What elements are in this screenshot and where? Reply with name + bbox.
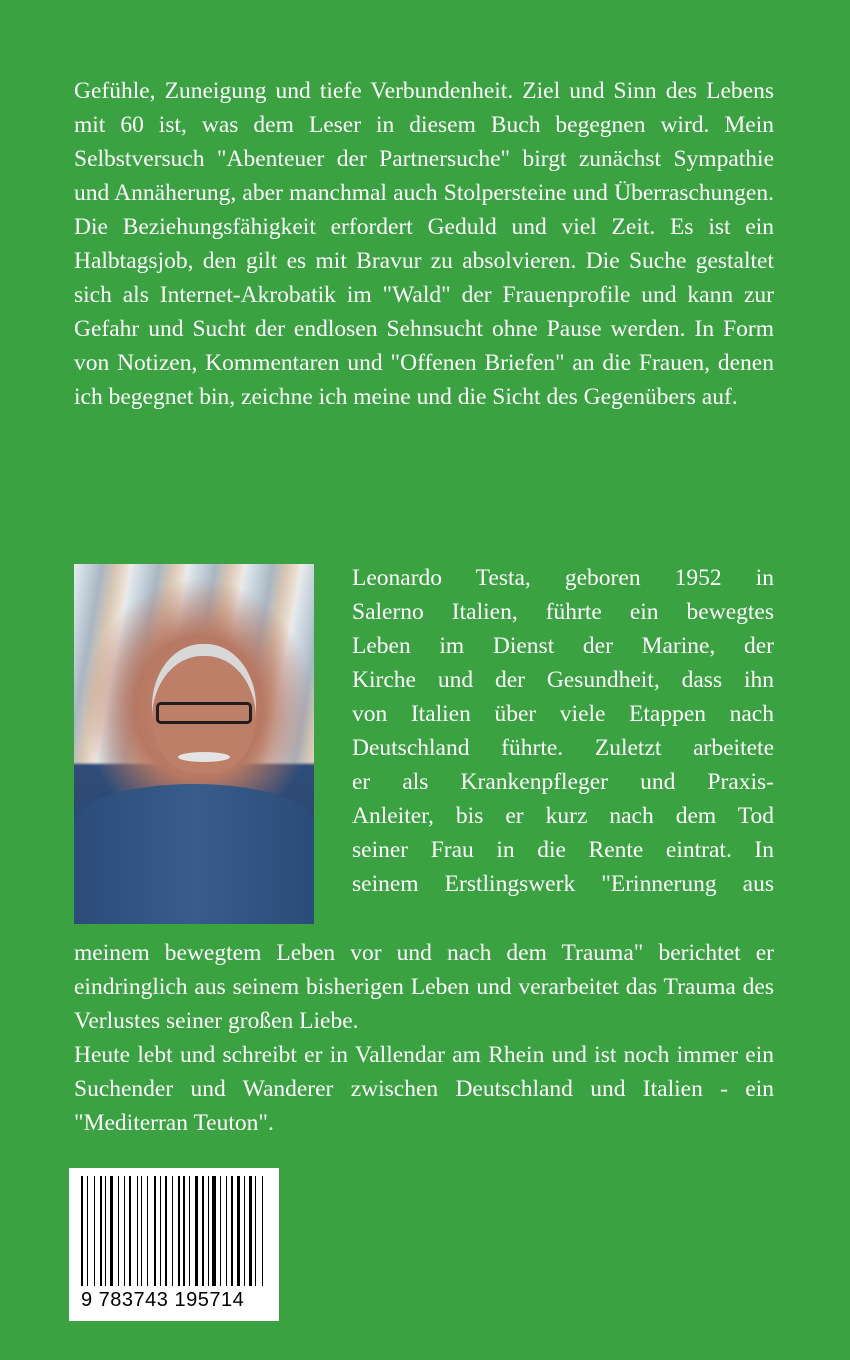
barcode-bar <box>244 1176 245 1286</box>
isbn-barcode <box>69 1168 279 1321</box>
barcode-bar <box>189 1176 190 1286</box>
barcode-bar <box>253 1176 254 1286</box>
barcode-bar <box>129 1176 131 1286</box>
barcode-bar <box>158 1176 159 1286</box>
barcode-bar <box>108 1176 109 1286</box>
barcode-bar <box>87 1176 88 1286</box>
bio-line: er als Krankenpfleger und Praxis- <box>352 769 774 795</box>
barcode-bar <box>115 1176 117 1286</box>
barcode-bar <box>223 1176 225 1286</box>
barcode-bar <box>89 1176 92 1286</box>
bio-line: Kirche und der Gesundheit, dass ihn <box>352 667 774 693</box>
photo-shirt <box>74 784 314 924</box>
barcode-bar <box>139 1176 140 1286</box>
barcode-bars <box>81 1176 267 1286</box>
barcode-bar <box>132 1176 135 1286</box>
photo-glasses <box>156 702 252 724</box>
barcode-bar <box>126 1176 127 1286</box>
barcode-bar <box>110 1176 113 1286</box>
bio-line: von Italien über viele Etappen nach <box>352 701 774 727</box>
bio-line: Anleiter, bis er kurz nach dem Tod <box>352 803 774 829</box>
barcode-bar <box>262 1176 263 1286</box>
barcode-bar <box>249 1176 251 1286</box>
barcode-bar <box>168 1176 170 1286</box>
barcode-bar <box>178 1176 179 1286</box>
barcode-bar <box>258 1176 261 1286</box>
barcode-bar <box>172 1176 173 1286</box>
barcode-bar <box>195 1176 198 1286</box>
barcode-bar <box>226 1176 227 1286</box>
barcode-digits: 9 783743 195714 <box>81 1289 245 1311</box>
barcode-bar <box>208 1176 209 1286</box>
author-bio-section <box>74 561 774 1140</box>
barcode-bar <box>144 1176 146 1286</box>
barcode-bar <box>191 1176 193 1286</box>
barcode-bar <box>199 1176 200 1286</box>
bio-line: seiner Frau in die Rente eintrat. In <box>352 837 774 863</box>
barcode-bar <box>105 1176 106 1286</box>
barcode-bar <box>210 1176 211 1286</box>
bio-line: Deutschland führte. Zuletzt arbeitete <box>352 735 774 761</box>
bio-closing: Heute lebt und schreibt er in Vallendar am Rhein und ist noch immer ein Suchender und Wanderer zwischen Deutschland und Italien - ein "Mediterran Teuton". <box>74 1042 774 1136</box>
author-photo <box>74 564 314 924</box>
bio-line: seinem Erstlingswerk "Erinnerung aus <box>352 871 774 897</box>
barcode-bar <box>120 1176 122 1286</box>
barcode-bar <box>81 1176 83 1286</box>
barcode-bar <box>137 1176 138 1286</box>
barcode-bar <box>234 1176 235 1286</box>
barcode-bar <box>202 1176 204 1286</box>
barcode-bar <box>165 1176 167 1286</box>
barcode-bar <box>174 1176 177 1286</box>
barcode-bar <box>187 1176 188 1286</box>
barcode-bar <box>147 1176 148 1286</box>
barcode-bar <box>255 1176 256 1286</box>
barcode-bar <box>217 1176 219 1286</box>
barcode-bar <box>103 1176 104 1286</box>
bio-continuation: meinem bewegtem Leben vor und nach dem Trauma" berichtet er eindringlich aus seinem bisherigen Leben und verarbeitet das Trauma des Verlustes seiner großen Liebe. <box>74 940 774 1034</box>
barcode-bar <box>100 1176 102 1286</box>
barcode-bar <box>264 1176 266 1286</box>
barcode-bar <box>162 1176 163 1286</box>
barcode-bar <box>84 1176 85 1286</box>
barcode-bar <box>124 1176 125 1286</box>
barcode-bar <box>141 1176 142 1286</box>
photo-moustache <box>178 752 230 762</box>
barcode-bar <box>205 1176 206 1286</box>
barcode-bar <box>246 1176 248 1286</box>
barcode-bar <box>150 1176 153 1286</box>
barcode-bar <box>96 1176 98 1286</box>
bio-line: Leonardo Testa, geboren 1952 in <box>352 565 774 591</box>
barcode-bar <box>94 1176 95 1286</box>
intro-paragraph: Gefühle, Zuneigung und tiefe Verbundenheit. Ziel und Sinn des Lebens mit 60 ist, was dem Leser in diesem Buch begegnen wird. Mein Selbstversuch "Abenteuer der Partnersuche" birgt zunächst Sympathie und Annäherung, aber manchmal auch Stolpersteine und Überraschungen. Die Beziehungsfähigkeit erfordert Geduld und viel Zeit. Es ist ein Halbtagsjob, den gilt es mit Bravur zu absolvieren. Die Suche gestaltet sich als Internet-Akrobatik im "Wald" der Frauenprofile und kann zur Gefahr und Sucht der endlosen Sehnsucht ohne Pause werden. In Form von Notizen, Kommentaren und "Offenen Briefen" an die Frauen, denen ich begegnet bin, zeichne ich meine und die Sicht des Gegenübers auf. <box>74 78 774 410</box>
bio-line: Leben im Dienst der Marine, der <box>352 633 774 659</box>
barcode-bar <box>228 1176 229 1286</box>
barcode-bar <box>154 1176 156 1286</box>
barcode-bar <box>231 1176 233 1286</box>
barcode-bar <box>181 1176 182 1286</box>
bio-line: Salerno Italien, führte ein bewegtes <box>352 599 774 625</box>
barcode-bar <box>160 1176 161 1286</box>
barcode-bar <box>212 1176 215 1286</box>
barcode-bar <box>237 1176 240 1286</box>
barcode-bar <box>183 1176 185 1286</box>
barcode-bar <box>241 1176 242 1286</box>
barcode-bar <box>220 1176 221 1286</box>
barcode-bar <box>118 1176 119 1286</box>
